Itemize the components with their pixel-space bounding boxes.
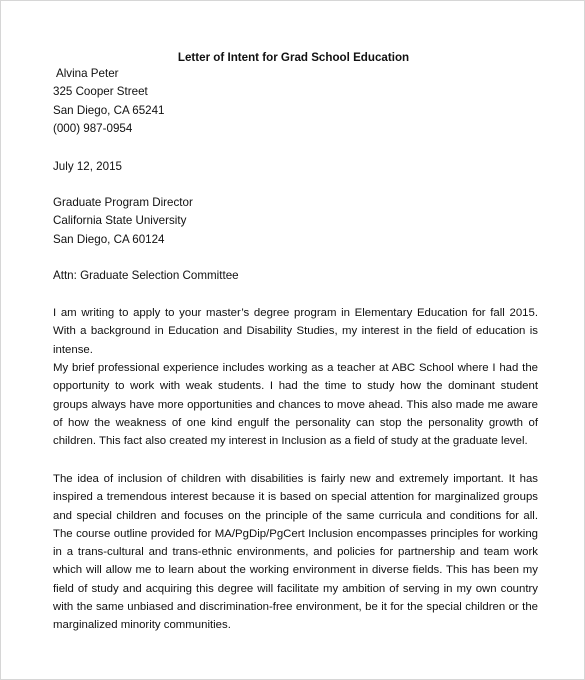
recipient-title: Graduate Program Director xyxy=(53,196,193,209)
recipient-address xyxy=(53,194,538,249)
sender-name: Alvina Peter xyxy=(56,67,119,80)
recipient-city: San Diego, CA 60124 xyxy=(53,232,165,246)
attention-line xyxy=(53,267,538,285)
date-text: July 12, 2015 xyxy=(53,160,122,173)
recipient-organization: California State University xyxy=(53,214,187,228)
attention-text: Attn: Graduate Selection Committee xyxy=(53,269,239,282)
sender-street: 325 Cooper Street xyxy=(53,85,148,99)
letter-date xyxy=(53,158,538,176)
sender-address xyxy=(53,65,538,138)
body-paragraph-1: I am writing to apply to your master’s degree program in Elementary Education for fall 2015. With a background in Education and Disability Studies, my interest in the field of education is intense. xyxy=(53,307,538,356)
sender-phone: (000) 987-0954 xyxy=(53,121,133,135)
letter-title: Letter of Intent for Grad School Education xyxy=(177,51,410,64)
body-paragraph-3: The idea of inclusion of children with disabilities is fairly new and extremely important. It has inspired a tremendous interest because it is based on special attention for marginalized groups and special children and focuses on the principle of the same curricula and conditions for all. The course outline provided for MA/PgDip/PgCert Inclusion encompasses principles for working in a trans-cultural and trans-ethnic environments, and policies for partnership and team work which will allow me to learn about the working environment in diverse fields. This has been my field of study and acquiring this degree will facilitate my ambition of serving in my own country with the same unbiased and discrimination-free environment, be it for the special children or the marginalized minority communities. xyxy=(53,473,538,632)
body-paragraph-2: My brief professional experience includes working as a teacher at ABC School where I had the opportunity to work with weak students. I had the time to study how the dominant student groups always have more opportunities and chances to move ahead. This also made me aware of how the weakness of one kind engulf the personality can stop the personality growth of children. This fact also created my interest in Inclusion as a field of study at the graduate level. xyxy=(53,362,538,448)
sender-city: San Diego, CA 65241 xyxy=(53,103,165,117)
